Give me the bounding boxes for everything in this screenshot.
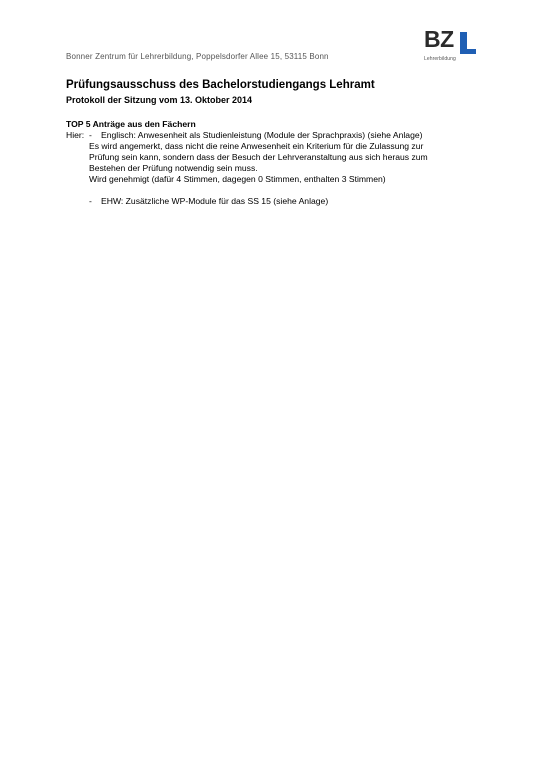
bzl-logo [424, 28, 480, 68]
list-item-ehw: EHW: Zusätzliche WP-Module für das SS 15 (siehe Anlage) [101, 196, 329, 206]
list-bullet: - [89, 196, 92, 206]
document-title: Prüfungsausschuss des Bachelorstudiengangs Lehramt [66, 79, 375, 91]
item-detail-line: Prüfung sein kann, sondern dass der Besuch der Lehrveranstaltung aus sich heraus zum [89, 152, 428, 162]
logo-subtitle: Lehrerbildung [424, 56, 456, 62]
hier-label: Hier: [66, 130, 85, 140]
header-address: Bonner Zentrum für Lehrerbildung, Poppelsdorfer Allee 15, 53115 Bonn [66, 52, 329, 61]
item-detail-line: Es wird angemerkt, dass nicht die reine Anwesenheit ein Kriterium für die Zulassung zur [89, 141, 424, 151]
logo-l-mark-horizontal [460, 49, 476, 54]
logo-letters: BZ [424, 26, 454, 52]
item-detail-line: Bestehen der Prüfung notwendig sein muss. [89, 163, 258, 173]
vote-result-line: Wird genehmigt (dafür 4 Stimmen, dagegen 0 Stimmen, enthalten 3 Stimmen) [89, 174, 386, 184]
list-item-english: Englisch: Anwesenheit als Studienleistung (Module der Sprachpraxis) (siehe Anlage) [101, 130, 423, 140]
list-bullet: - [89, 130, 92, 140]
section-heading: TOP 5 Anträge aus den Fächern [66, 119, 196, 129]
document-subtitle: Protokoll der Sitzung vom 13. Oktober 2014 [66, 95, 253, 105]
